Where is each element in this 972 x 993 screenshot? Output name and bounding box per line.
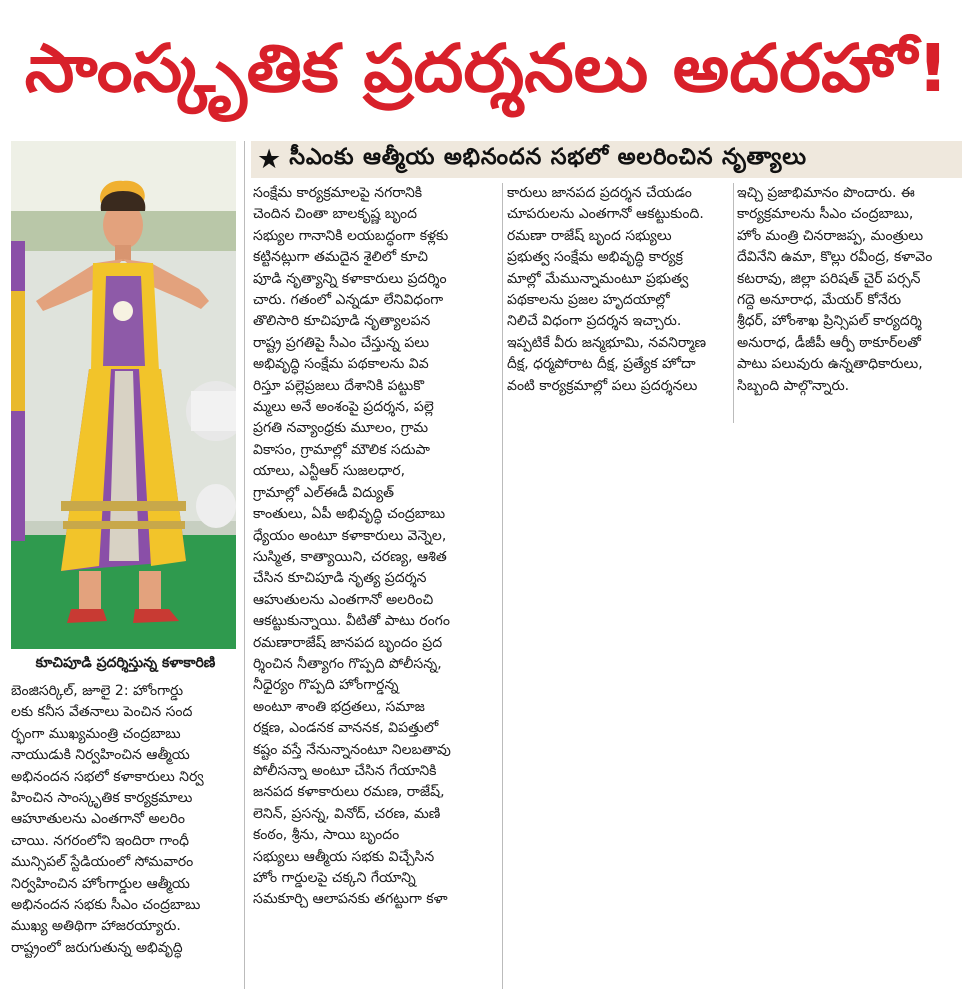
text-line: కంఠం, శ్రీను, సాయి బృందం xyxy=(253,827,400,844)
text-line: అంటూ శాంతి భద్రతలు, సమాజ xyxy=(253,698,425,715)
column-divider xyxy=(244,141,245,989)
text-line: ఇప్పటికే వీరు జన్మభూమి, నవనిర్మాణ xyxy=(507,334,707,351)
text-line: చారు. గతంలో ఎన్నడూ లేనివిధంగా xyxy=(253,292,444,309)
text-line: ఆకట్టుకున్నాయి. వీటితో పాటు రంగం xyxy=(253,613,450,630)
text-line: దీక్ష, ధర్మపోరాట దీక్ష, ప్రత్యేక హోదా xyxy=(507,356,696,373)
text-line: గద్దె అనూరాధ, మేయర్‌ కోనేరు xyxy=(737,292,902,309)
text-line: పూడి నృత్యాన్ని కళాకారులు ప్రదర్శిం xyxy=(253,270,447,287)
text-line: ప్రభుత్వ సంక్షేమ అభివృద్ధి కార్యక్ర xyxy=(507,249,683,266)
headline-text: సాంస్కృతిక ప్రదర్శనలు అదరహో! xyxy=(24,30,950,107)
text-line: కాంతులు, ఏపీ అభివృద్ధి చంద్రబాబు xyxy=(253,506,446,523)
text-line: కటరావు, జిల్లా పరిషత్‌ చైర్‌ పర్సన్‌ xyxy=(737,270,921,287)
star-icon: ★ xyxy=(257,144,282,175)
text-line: నీధైర్యం గొప్పది హోంగార్డన్న xyxy=(253,677,399,694)
text-line: హించిన సాంస్కృతిక కార్యక్రమాలు xyxy=(11,790,193,807)
text-line: కట్టినట్లుగా తమదైన శైలిలో కూచి xyxy=(253,249,429,266)
article-column-4 xyxy=(737,183,962,397)
subheadline-text: సీఎంకు ఆత్మీయ అభినందన సభలో అలరించిన నృత్యాలు xyxy=(289,144,807,170)
text-line: తొలిసారి కూచిపూడి నృత్యాలపన xyxy=(253,313,431,330)
text-line: రమణా రాజేష్‌ బృంద సభ్యులు xyxy=(507,227,672,244)
text-line: శ్రీధర్‌, హోంశాఖ ప్రిన్సిపల్‌ కార్యదర్శి xyxy=(737,313,922,330)
article-column-2 xyxy=(253,183,498,911)
text-line: చేసిన కూచిపూడి నృత్య ప్రదర్శన xyxy=(253,570,427,587)
text-line: ఇచ్చి ప్రజాభిమానం పొందారు. ఈ xyxy=(737,185,915,201)
text-line: వికాసం, గ్రామాల్లో మౌలిక సదుపా xyxy=(253,441,430,458)
column-divider xyxy=(733,183,734,423)
text-line: రిస్తూ పల్లెప్రజలు దేశానికి పట్టుకొ xyxy=(253,377,425,394)
text-line: నిర్వహించిన హోంగార్డుల ఆత్మీయ xyxy=(11,875,190,892)
text-line: సభ్యుల గానానికి లయబద్ధంగా కళ్లకు xyxy=(253,227,449,244)
text-line: సభ్యులు ఆత్మీయ సభకు విచ్చేసిన xyxy=(253,848,435,865)
text-line: సిబ్బంది పాల్గొన్నారు. xyxy=(737,377,850,394)
text-line: మ్మలు అనే అంశంపై ప్రదర్శన, పల్లె xyxy=(253,399,434,416)
text-line: సమకూర్చి ఆలాపనకు తగట్టుగా కళా xyxy=(253,891,448,908)
text-line: రక్షణ, ఎండనక వాననక, విపత్తులో xyxy=(253,720,439,737)
text-line: హోం గార్డులపై చక్కని గేయాన్ని xyxy=(253,870,416,886)
text-line: రమణారాజేష్‌ జానపద బృందం ప్రద xyxy=(253,634,443,651)
text-line: గ్రామాల్లో ఎల్‌ఈడీ విద్యుత్‌ xyxy=(253,484,395,501)
text-line: హోం మంత్రి చినరాజప్ప, మంత్రులు xyxy=(737,227,924,244)
text-line: పథకాలను ప్రజల హృదయాల్లో xyxy=(507,292,670,309)
text-line: సుస్మిత, కాత్యాయిని, చరణ్య, ఆశిత xyxy=(253,548,447,565)
text-line: సంక్షేమ కార్యక్రమాలపై నగరానికి xyxy=(253,185,423,201)
text-line: చాయి. నగరంలోని ఇందిరా గాంధీ xyxy=(11,832,189,849)
text-line: నిలిచే విధంగా ప్రదర్శన ఇచ్చారు. xyxy=(507,313,682,330)
text-line: కార్యక్రమాలను సీఎం చంద్రబాబు, xyxy=(737,206,914,223)
text-line: అభినందన సభలో కళాకారులు నిర్వ xyxy=(11,768,204,785)
text-line: ర్శించిన నీత్యాగం గొప్పది పోలీసన్న, xyxy=(253,655,442,672)
text-line: దేవినేని ఉమా, కొల్లు రవీంద్ర, కళావెం xyxy=(737,249,933,266)
text-line: పోలీసన్నా అంటూ చేసిన గేయానికి xyxy=(253,762,437,779)
kuchipudi-dancer-illustration xyxy=(11,141,236,649)
text-line: అభివృద్ధి సంక్షేమ పథకాలను వివ xyxy=(253,356,429,373)
text-line: పాటు పలువురు ఉన్నతాధికారులు, xyxy=(737,356,923,373)
text-line: ప్రగతి నవ్యాంధ్రకు మూలం, గ్రామ xyxy=(253,420,429,437)
subheadline xyxy=(251,141,962,178)
text-line: అభినందన సభకు సీఎం చంద్రబాబు xyxy=(11,897,201,914)
article-column-1 xyxy=(11,681,240,959)
text-line: మున్సిపల్‌ స్టేడియంలో సోమవారం xyxy=(11,854,194,871)
text-line: నాయుడుకి నిర్వహించిన ఆత్మీయ xyxy=(11,747,190,764)
text-line: ముఖ్య అతిథిగా హాజరయ్యారు. xyxy=(11,918,181,935)
text-line: జనపద కళాకారులు రమణ, రాజేష్‌, xyxy=(253,784,445,801)
text-line: లకు కనీస వేతనాలు పెంచిన సంద xyxy=(11,704,193,721)
text-line: చెందిన చింతా బాలకృష్ణ బృంద xyxy=(253,206,417,223)
text-line: యాలు, ఎన్టీఆర్‌ సుజలధార, xyxy=(253,463,406,480)
text-line: కారులు జానపద ప్రదర్శన చేయడం xyxy=(507,185,692,201)
headline xyxy=(12,8,962,130)
text-line: మాల్లో మేమున్నామంటూ ప్రభుత్వ xyxy=(507,270,689,287)
text-line: రాష్ట్రంలో జరుగుతున్న అభివృద్ధి xyxy=(11,939,183,956)
text-line: అనురాధ, డీజీపీ ఆర్పీ ఠాకూర్‌లతో xyxy=(737,334,921,351)
text-line: ధ్యేయం అంటూ కళాకారులు వెన్నెల, xyxy=(253,527,447,544)
text-line: ర్భంగా ముఖ్యమంత్రి చంద్రబాబు xyxy=(11,725,181,742)
text-line: ఆహుతులను ఎంతగానో అలరించి xyxy=(253,591,434,608)
text-line: వంటి కార్యక్రమాల్లో పలు ప్రదర్శనలు xyxy=(507,377,698,394)
text-line: చూపరులను ఎంతగానో ఆకట్టుకుంది. xyxy=(507,206,704,223)
text-line: బెంజిసర్కిల్‌, జూలై 2: హోంగార్డు xyxy=(11,683,184,699)
text-line: ఆహూతులను ఎంతగానో అలరిం xyxy=(11,811,185,828)
photo-caption: కూచిపూడి ప్రదర్శిస్తున్న కళాకారిణి xyxy=(35,654,216,671)
article-column-3 xyxy=(507,183,729,397)
text-line: లెనిన్‌, ప్రసన్న, వినోద్‌, చరణ, మణి xyxy=(253,805,441,822)
dancer-photo xyxy=(11,141,236,649)
column-divider xyxy=(502,183,503,989)
text-line: రాష్ట్ర ప్రగతిపై సీఎం చేస్తున్న పలు xyxy=(253,334,430,351)
text-line: కష్టం వస్తే నేనున్నానంటూ నిలబతావు xyxy=(253,741,451,758)
